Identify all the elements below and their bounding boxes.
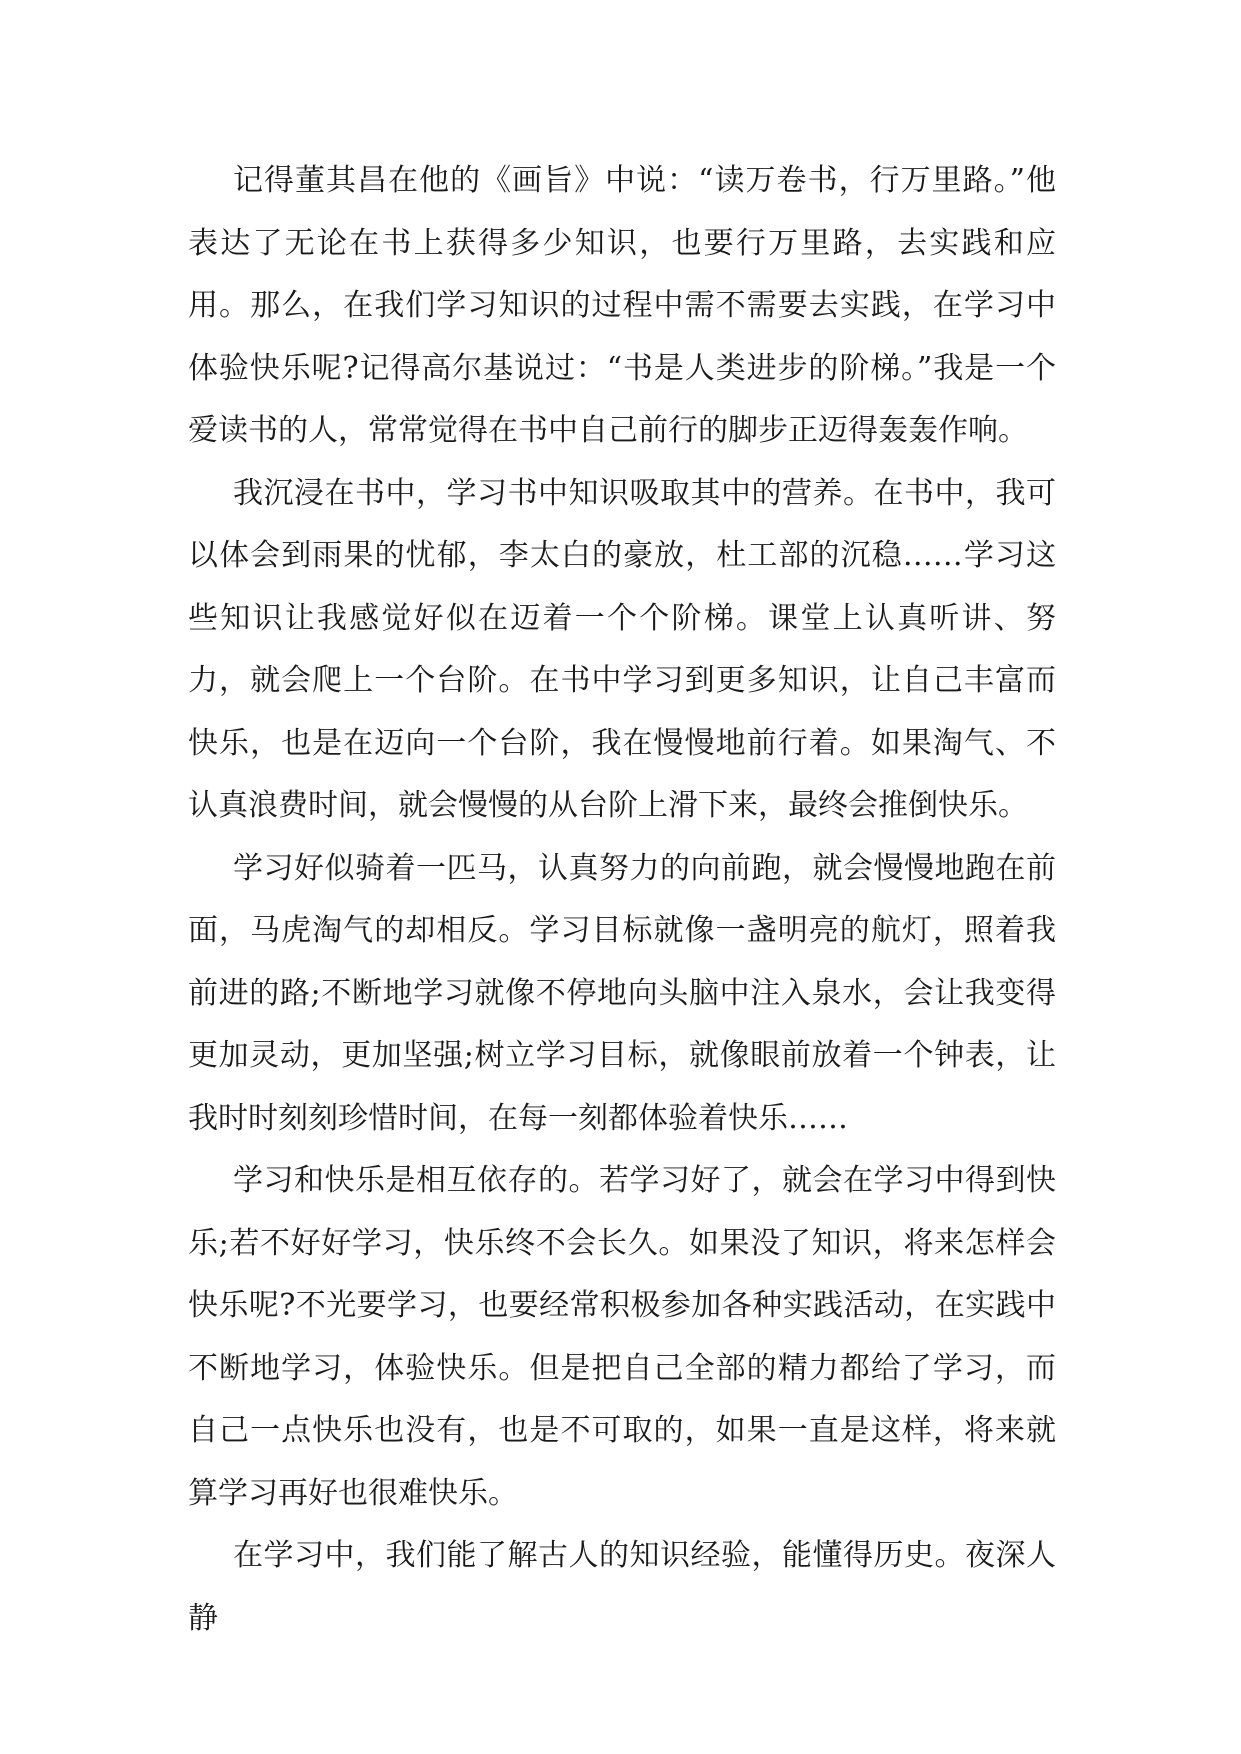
document-body: [188, 150, 1056, 1650]
paragraph-2: 我沉浸在书中，学习书中知识吸取其中的营养。在书中，我可以体会到雨果的忧郁，李太白的豪放，杜工部的沉稳……学习这些知识让我感觉好似在迈着一个个阶梯。课堂上认真听讲、努力，就会爬上一个台阶。在书中学习到更多知识，让自己丰富而快乐，也是在迈向一个台阶，我在慢慢地前行着。如果淘气、不认真浪费时间，就会慢慢的从台阶上滑下来，最终会推倒快乐。: [188, 475, 1056, 823]
paragraph-3: 学习好似骑着一匹马，认真努力的向前跑，就会慢慢地跑在前面，马虎淘气的却相反。学习目标就像一盏明亮的航灯，照着我前进的路;不断地学习就像不停地向头脑中注入泉水，会让我变得更加灵动，更加坚强;树立学习目标，就像眼前放着一个钟表，让我时时刻刻珍惜时间，在每一刻都体验着快乐……: [188, 850, 1056, 1136]
paragraph-5: 在学习中，我们能了解古人的知识经验，能懂得历史。夜深人静: [188, 1538, 1056, 1636]
paragraph-1: 记得董其昌在他的《画旨》中说：“读万卷书，行万里路。”他表达了无论在书上获得多少知识，也要行万里路，去实践和应用。那么，在我们学习知识的过程中需不需要去实践，在学习中体验快乐呢?记得高尔基说过：“书是人类进步的阶梯。”我是一个爱读书的人，常常觉得在书中自己前行的脚步正迈得轰轰作响。: [188, 163, 1056, 448]
paragraph-4: 学习和快乐是相互依存的。若学习好了，就会在学习中得到快乐;若不好好学习，快乐终不会长久。如果没了知识，将来怎样会快乐呢?不光要学习，也要经常积极参加各种实践活动，在实践中不断地学习，体验快乐。但是把自己全部的精力都给了学习，而自己一点快乐也没有，也是不可取的，如果一直是这样，将来就算学习再好也很难快乐。: [188, 1163, 1056, 1511]
